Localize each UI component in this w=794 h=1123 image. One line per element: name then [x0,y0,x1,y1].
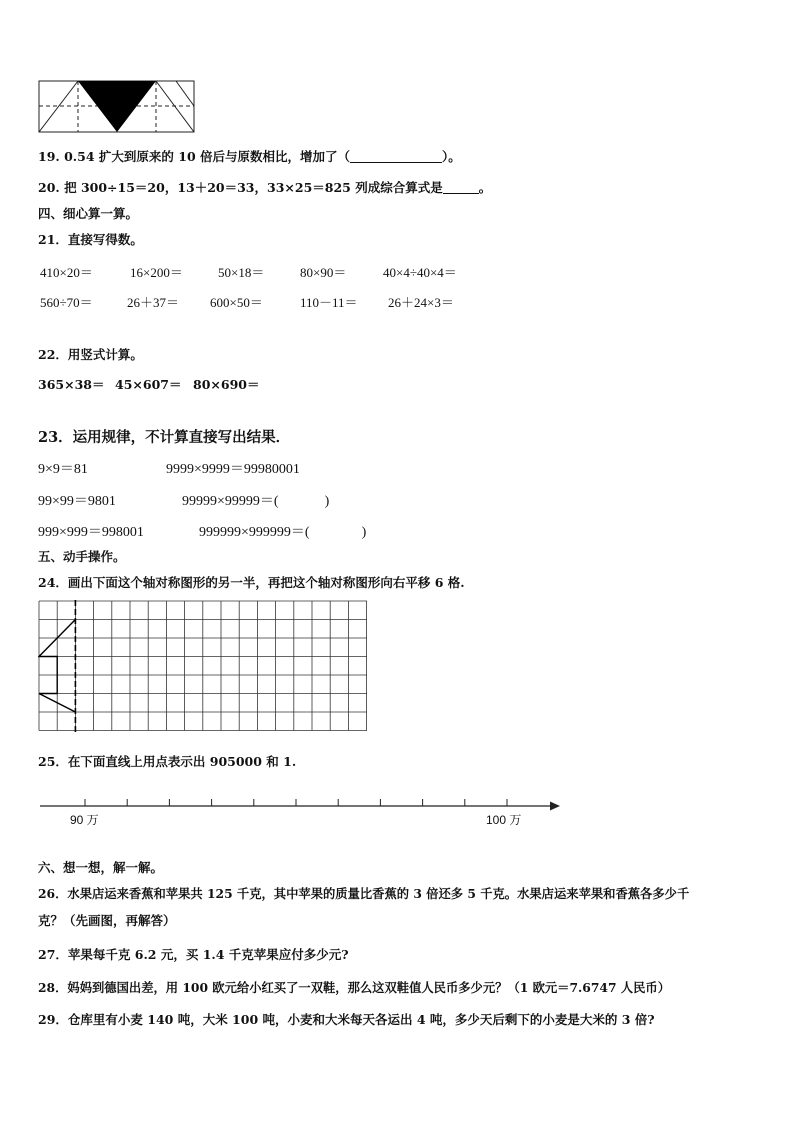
q26-line-2: 克？（先画图，再解答） [38,913,176,928]
section-5-title: 五、动手操作。 [38,549,126,564]
q20-end: 。 [478,180,492,195]
q23-close-1: ) [324,494,330,509]
section-4-title: 四、细心算一算。 [38,206,139,221]
q21-row-1-item-3: 50×18＝ [218,265,265,280]
q23-right-2-text: 99999×99999＝( [182,494,279,509]
q28-text: 28．妈妈到德国出差，用 100 欧元给小红买了一双鞋，那么这双鞋值人民币多少元？（1 欧元＝7.6747 人民币） [38,980,670,995]
q21-row-2-item-3: 600×50＝ [210,295,263,310]
q23-left-2: 99×99＝9801 [38,494,116,509]
question-20 [38,178,491,196]
q19-text: 19. [38,149,60,164]
q26-line-1: 26．水果店运来香蕉和苹果共 125 千克，其中苹果的质量比香蕉的 3 倍还多 5 千克。水果店运来苹果和香蕉各多少千 [38,886,690,901]
q19-close: ）。 [442,149,461,164]
q23-close-2: ) [361,525,367,540]
fold-figure [38,80,196,134]
q22-item-3: 80×690＝ [193,377,260,392]
section-6-title: 六、想一想，解一解。 [38,860,164,875]
q23-left-1: 9×9＝81 [38,462,88,477]
q25-number-line[interactable] [38,790,562,830]
q29-text: 29．仓库里有小麦 140 吨，大米 100 吨，小麦和大米每天各运出 4 吨，多少天后剩下的小麦是大米的 3 倍? [38,1012,655,1027]
q24-title: 24．画出下面这个轴对称图形的另一半，再把这个轴对称图形向右平移 6 格. [38,575,465,590]
q21-row-2-item-2: 26＋37＝ [127,295,180,310]
q23-left-3: 999×999＝998001 [38,525,144,540]
q22-item-2: 45×607＝ [115,377,182,392]
q21-row-1-item-1: 410×20＝ [40,265,93,280]
q21-row-1-item-5: 40×4÷40×4＝ [383,265,457,280]
q23-right-1: 9999×9999＝99980001 [166,462,300,477]
grid-lines [39,601,367,731]
q21-row-2-item-4: 110－11＝ [300,295,358,310]
q21-row-2-item-1: 560÷70＝ [40,295,93,310]
question-19 [38,147,461,165]
q21-row-2-item-5: 26＋24×3＝ [388,295,454,310]
q24-grid[interactable] [38,600,370,736]
q22-item-1: 365×38＝ [38,377,105,392]
q22-title: 22．用竖式计算。 [38,347,143,362]
q25-title: 25．在下面直线上用点表示出 905000 和 1. [38,754,297,769]
q23-right-3 [199,521,366,541]
q27-text: 27．苹果每千克 6.2 元，买 1.4 千克苹果应付多少元? [38,947,349,962]
q19-answer-blank[interactable] [350,150,442,163]
q20-answer-blank[interactable] [443,181,479,194]
q21-row-1-item-2: 16×200＝ [130,265,183,280]
q25-label-left: 90 万 [70,813,99,827]
q19-body: 0.54 扩大到原来的 10 倍后与原数相比，增加了（ [64,149,351,164]
q21-title: 21．直接写得数。 [38,232,143,247]
q25-label-right: 100 万 [486,813,522,827]
q23-right-2 [182,490,329,510]
q21-row-1-item-4: 80×90＝ [300,265,347,280]
q20-body: 把 300÷15＝20，13＋20＝33，33×25＝825 列成综合算式是 [64,180,443,195]
q23-right-3-text: 999999×999999＝( [199,525,310,540]
q20-number: 20. [38,180,60,195]
q23-title: 23．运用规律，不计算直接写出结果． [38,429,291,446]
